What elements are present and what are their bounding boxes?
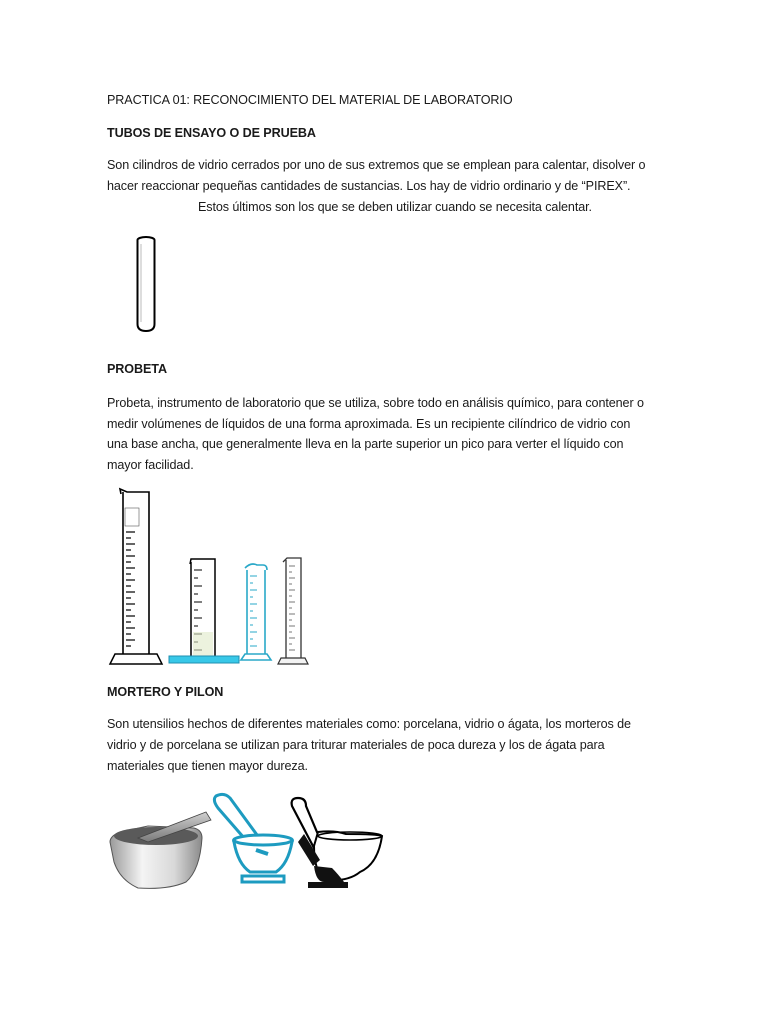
large-graduated-cylinder [110,489,162,664]
page-title: PRACTICA 01: RECONOCIMIENTO DEL MATERIAL DE LABORATORIO [107,93,513,107]
tube-body [138,240,155,331]
porcelain-mortar [110,812,211,888]
paragraph-line: hacer reaccionar pequeñas cantidades de sustancias. Los hay de vidrio ordinario y de “PIREX”. [107,179,631,193]
mortar-and-pestle-illustration [108,790,388,895]
paragraph-line: Probeta, instrumento de laboratorio que se utiliza, sobre todo en análisis químico, para contener o [107,396,644,410]
cyan-graduated-cylinder [241,564,271,660]
paragraph-line: Estos últimos son los que se deben utilizar cuando se necesita calentar. [198,200,592,214]
thin-graduated-cylinder [278,558,308,664]
paragraph-line: mayor facilidad. [107,458,194,472]
glass-mortar [214,794,292,882]
graduated-cylinders-illustration [105,486,320,668]
paragraph-line: una base ancha, que generalmente lleva en la parte superior un pico para verter el líquido con [107,437,624,451]
paragraph-line: Son utensilios hechos de diferentes materiales como: porcelana, vidrio o ágata, los morteros de [107,717,631,731]
test-tube-illustration [130,232,162,334]
paragraph-line: Son cilindros de vidrio cerrados por uno de sus extremos que se emplean para calentar, disolver o [107,158,646,172]
section-heading-test-tubes: TUBOS DE ENSAYO O DE PRUEBA [107,126,316,140]
paragraph-line: materiales que tienen mayor dureza. [107,759,308,773]
section-heading-mortero: MORTERO Y PILON [107,685,224,699]
medium-graduated-cylinder [169,559,239,663]
agate-mortar [292,798,382,888]
section-heading-probeta: PROBETA [107,362,167,376]
paragraph-line: vidrio y de porcelana se utilizan para triturar materiales de poca dureza y los de ágata para [107,738,605,752]
paragraph-line: medir volúmenes de líquidos de una forma aproximada. Es un recipiente cilíndrico de vidrio con [107,417,631,431]
